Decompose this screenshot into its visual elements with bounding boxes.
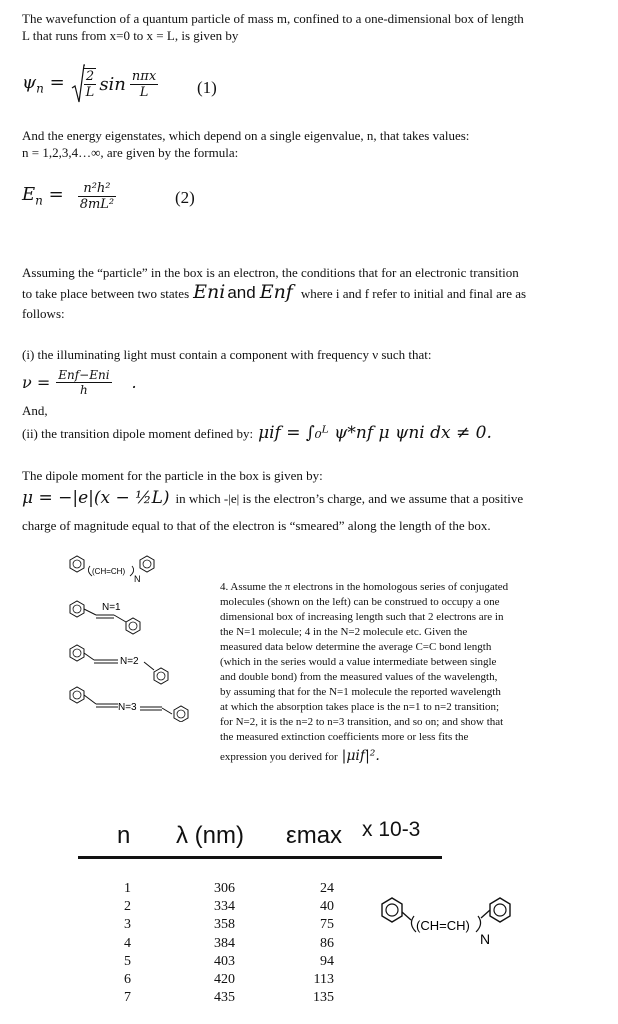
question-line: for N=2, it is the n=2 to n=3 transition, and so on; and show that: [220, 716, 504, 728]
column-emax: [304, 880, 334, 1007]
question-line: dimensional box of increasing length such that 2 electrons are in: [220, 611, 504, 623]
eq1-func: sin: [99, 73, 126, 95]
cell-lambda: 384: [214, 935, 235, 951]
cell-emax: 24: [320, 881, 334, 896]
cell-emax: 40: [320, 899, 334, 915]
cell-emax: 135: [313, 990, 334, 1006]
cell-n: 6: [124, 972, 131, 988]
eq1-number: (1): [197, 78, 217, 97]
n2-molecule: [70, 645, 168, 684]
general-molecule: [70, 556, 154, 584]
nu-dot: .: [131, 372, 137, 392]
cell-lambda: 358: [214, 917, 235, 933]
eq1-frac-num: nπx: [131, 68, 157, 84]
column-lambda: [214, 880, 235, 1007]
cell-lambda: 420: [214, 972, 235, 988]
state-f: Enf: [259, 281, 293, 303]
table-header-rule: [78, 856, 442, 859]
eq2-number: (2): [175, 188, 195, 207]
benzene-ring-icon: [382, 898, 402, 922]
cell-n: 7: [124, 990, 131, 1006]
condition-2-text: (ii) the transition dipole moment defined by:: [22, 425, 254, 441]
transition-line-2b: where i and f refer to initial and final are as: [300, 286, 527, 301]
table-chain-label: (CH=CH): [416, 918, 470, 933]
benzene-ring-icon: [70, 645, 84, 661]
header-lambda: λ (nm): [176, 822, 244, 849]
table-molecule-diagram: [378, 890, 518, 954]
dipole-line-1: The dipole moment for the particle in the box is given by:: [22, 468, 323, 483]
cell-n: 2: [124, 899, 131, 915]
condition-2-formula: μif = ∫₀ᴸ ψ*nf μ ψni dx ≠ 0.: [258, 423, 492, 443]
nu-frac-den: h: [80, 382, 88, 397]
benzene-ring-icon: [174, 706, 188, 722]
question-line: molecules (shown on the left) can be construed to occupy a one: [220, 596, 500, 608]
n3-label: N=3: [118, 702, 137, 713]
question-line: measured data below determine the average C=C bond length: [220, 641, 492, 653]
table-sub-label: N: [480, 931, 491, 947]
cell-lambda: 403: [214, 953, 235, 969]
equation-2: [22, 176, 116, 216]
eq1-lhs: $\psi_n$ =: [22, 72, 65, 96]
transition-line-2a: to take place between two states: [22, 286, 190, 301]
header-n: n: [117, 822, 131, 849]
benzene-ring-icon: [70, 687, 84, 703]
question-4: [220, 580, 615, 765]
and-word: and: [227, 283, 256, 302]
cell-emax: 86: [320, 935, 334, 951]
n1-molecule: [70, 601, 140, 634]
benzene-ring-icon: [126, 618, 140, 634]
question-last-expr: |μif|².: [341, 748, 380, 764]
energy-paragraph: [22, 127, 612, 161]
eq1-sqrt-num: 2: [84, 69, 97, 85]
molecule-series-diagram: [62, 552, 212, 722]
cell-emax: 75: [320, 917, 334, 933]
intro-line-2: L that runs from x=0 to x = L, is given by: [22, 28, 239, 43]
energy-line-2: n = 1,2,3,4…∞, are given by the formula:: [22, 145, 239, 160]
transition-paragraph: [22, 264, 612, 322]
general-sub-label: N: [134, 574, 141, 584]
transition-line-3: follows:: [22, 306, 65, 321]
energy-line-1: And the energy eigenstates, which depend on a single eigenvalue, n, that takes values:: [22, 128, 470, 143]
intro-line-1: The wavefunction of a quantum particle of mass m, confined to a one-dimensional box of length: [22, 11, 524, 26]
question-line: (which in the series would a value intermediate between single: [220, 656, 497, 668]
nu-lhs: ν =: [22, 372, 51, 392]
question-line: at which the absorption takes place is the n=1 to n=2 transition;: [220, 701, 500, 713]
cell-lambda: 435: [214, 990, 235, 1006]
eq1-sqrt-den: L: [85, 85, 95, 100]
cell-lambda: 334: [214, 899, 235, 915]
cell-lambda: 306: [214, 881, 235, 896]
cell-emax: 113: [313, 972, 334, 988]
eq2-frac-num: n²h²: [78, 181, 116, 197]
equation-1: [22, 62, 158, 106]
n2-label: N=2: [120, 656, 139, 667]
question-line: by assuming that for the N=1 molecule the reported wavelength: [220, 686, 501, 698]
sqrt-sign-icon: [71, 64, 85, 104]
question-line: the measured extinction coefficients more or less fits the: [220, 731, 469, 743]
question-lines: [220, 580, 615, 745]
eq2-lhs: $E_n$ =: [22, 184, 64, 208]
question-last-line: [220, 749, 615, 765]
column-n: [124, 880, 131, 1007]
question-last-text: expression you derived for: [220, 751, 338, 763]
header-scale: x 10-3: [362, 818, 421, 841]
transition-line-2: [22, 281, 612, 303]
cell-emax: 94: [320, 953, 334, 969]
intro-paragraph: [22, 10, 612, 44]
cell-n: 1: [124, 881, 131, 896]
dipole-line-2-text: in which -|e| is the electron’s charge, and we assume that a positive: [175, 490, 524, 506]
condition-1-text: (i) the illuminating light must contain a component with frequency ν such that:: [22, 347, 432, 362]
cell-n: 3: [124, 917, 131, 933]
state-i: Eni: [193, 281, 226, 303]
benzene-ring-icon: [70, 601, 84, 617]
general-chain-label: (CH=CH): [92, 567, 126, 576]
question-line: and double bond) from the measured values of the wavelength,: [220, 671, 498, 683]
dipole-formula: μ = −|e|(x − ½L): [22, 488, 170, 508]
dipole-line-3: charge of magnitude equal to that of the electron is “smeared” along the length of the box.: [22, 518, 491, 533]
dipole-line-2: [22, 488, 523, 508]
header-emax: εmax: [286, 822, 343, 849]
cell-n: 5: [124, 953, 131, 969]
condition-2: [22, 423, 492, 443]
eq1-sqrt: [71, 64, 97, 104]
condition-1-formula: [22, 362, 137, 402]
eq1-frac-den: L: [139, 84, 149, 100]
benzene-ring-icon: [70, 556, 84, 572]
and-line: And,: [22, 403, 48, 418]
eq2-frac-den: 8mL²: [79, 196, 115, 212]
benzene-ring-icon: [140, 556, 154, 572]
question-line: 4. Assume the π electrons in the homologous series of conjugated: [220, 581, 509, 593]
transition-line-1: Assuming the “particle” in the box is an electron, the conditions that for an electronic transition: [22, 265, 519, 280]
cell-n: 4: [124, 935, 131, 951]
benzene-ring-icon: [154, 668, 168, 684]
n1-label: N=1: [102, 602, 121, 613]
nu-frac-num: Enf−Eni: [58, 367, 110, 382]
n3-molecule: [70, 687, 188, 722]
benzene-ring-icon: [490, 898, 510, 922]
question-line: the N=1 molecule; 4 in the N=2 molecule etc. Given the: [220, 626, 468, 638]
